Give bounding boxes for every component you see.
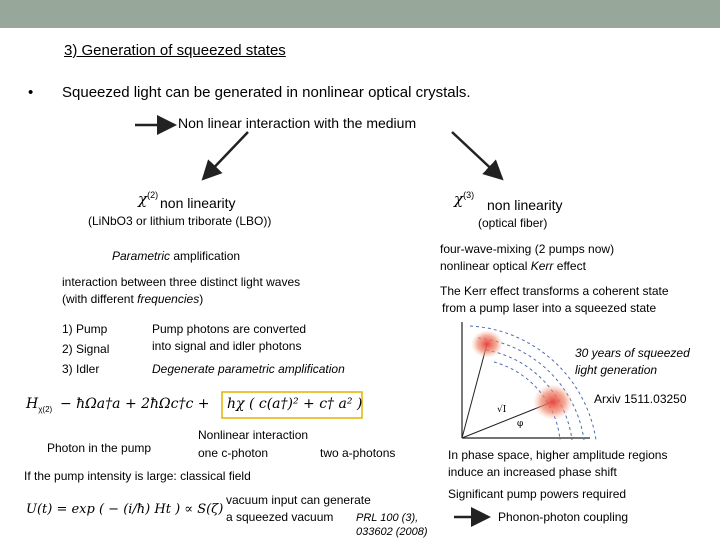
amplitude-label: √I [497, 405, 507, 415]
hamiltonian-body: − ħΩa†a + 2ħΩc†c + [60, 396, 210, 412]
fwm-line-1: four-wave-mixing (2 pumps now) [440, 242, 615, 256]
interaction-line-1: interaction between three distinct light waves [62, 275, 301, 289]
bullet-text: Squeezed light can be generated in nonlinear optical crystals. [62, 84, 471, 101]
nonlinear-interaction-caption: Nonlinear interaction [198, 428, 309, 442]
phase-label: φ [517, 419, 524, 429]
significant-pump-label: Significant pump powers required [448, 487, 627, 501]
interaction-line-2: (with different frequencies) [62, 292, 204, 306]
phonon-photon-label: Phonon-photon coupling [498, 510, 629, 524]
chi3-label: non linearity [487, 197, 563, 213]
fiber-label: (optical fiber) [478, 216, 548, 230]
pump-large-label: If the pump intensity is large: classical field [24, 469, 251, 483]
list-item-idler: 3) Idler [62, 362, 100, 376]
c-photon-label: one c-photon [198, 446, 269, 460]
list-item-signal: 2) Signal [62, 342, 110, 356]
phase-space-line-2: induce an increased phase shift [448, 465, 617, 479]
bullet-marker: • [28, 84, 34, 101]
kerr-line-1: The Kerr effect transforms a coherent state [440, 284, 669, 298]
hamiltonian-lhs: $H_{\chi(2)}$ [26, 396, 53, 414]
chi2-symbol: $\chi^{(2)}$ [138, 190, 159, 208]
chi2-label: non linearity [160, 195, 236, 211]
arrow-to-chi3 [452, 132, 500, 177]
arxiv-reference: Arxiv 1511.03250 [594, 392, 687, 406]
kerr-line-2: from a pump laser into a squeezed state [442, 301, 657, 315]
hamiltonian-boxed-term: hχ ( c(a†)² + c† a² ) [227, 396, 363, 412]
nonlinear-interaction-label: Non linear interaction with the medium [178, 115, 417, 131]
phase-space-line-1: In phase space, higher amplitude regions [448, 448, 668, 462]
a-photons-label: two a-photons [320, 446, 396, 460]
photon-in-pump-label: Photon in the pump [47, 441, 152, 455]
thirty-years-line-2: light generation [575, 363, 658, 377]
reference-line-2: 033602 (2008) [356, 526, 428, 538]
degenerate-amplification: Degenerate parametric amplification [152, 362, 345, 376]
chi3-symbol: $\chi^{(3)}$ [454, 190, 475, 208]
pump-photons-line-1: Pump photons are converted [152, 322, 307, 336]
list-item-pump: 1) Pump [62, 322, 108, 336]
fwm-line-2: nonlinear optical Kerr effect [440, 259, 586, 273]
thirty-years-line-1: 30 years of squeezed [575, 346, 690, 360]
parametric-amplification: Parametric amplification [112, 249, 241, 263]
pump-photons-line-2: into signal and idler photons [152, 339, 302, 353]
arrow-to-chi2 [205, 132, 248, 177]
crystal-label: (LiNbO3 or lithium triborate (LBO)) [88, 214, 272, 228]
reference-line-1: PRL 100 (3), [356, 512, 419, 524]
unitary-equation: U(t) = exp ( − (i/ħ) Ht ) ∝ S(ζ) [26, 502, 224, 517]
vacuum-line-2: a squeezed vacuum [226, 510, 334, 524]
vacuum-line-1: vacuum input can generate [226, 493, 371, 507]
slide-heading: 3) Generation of squeezed states [64, 42, 286, 59]
phase-space-diagram [462, 322, 596, 440]
